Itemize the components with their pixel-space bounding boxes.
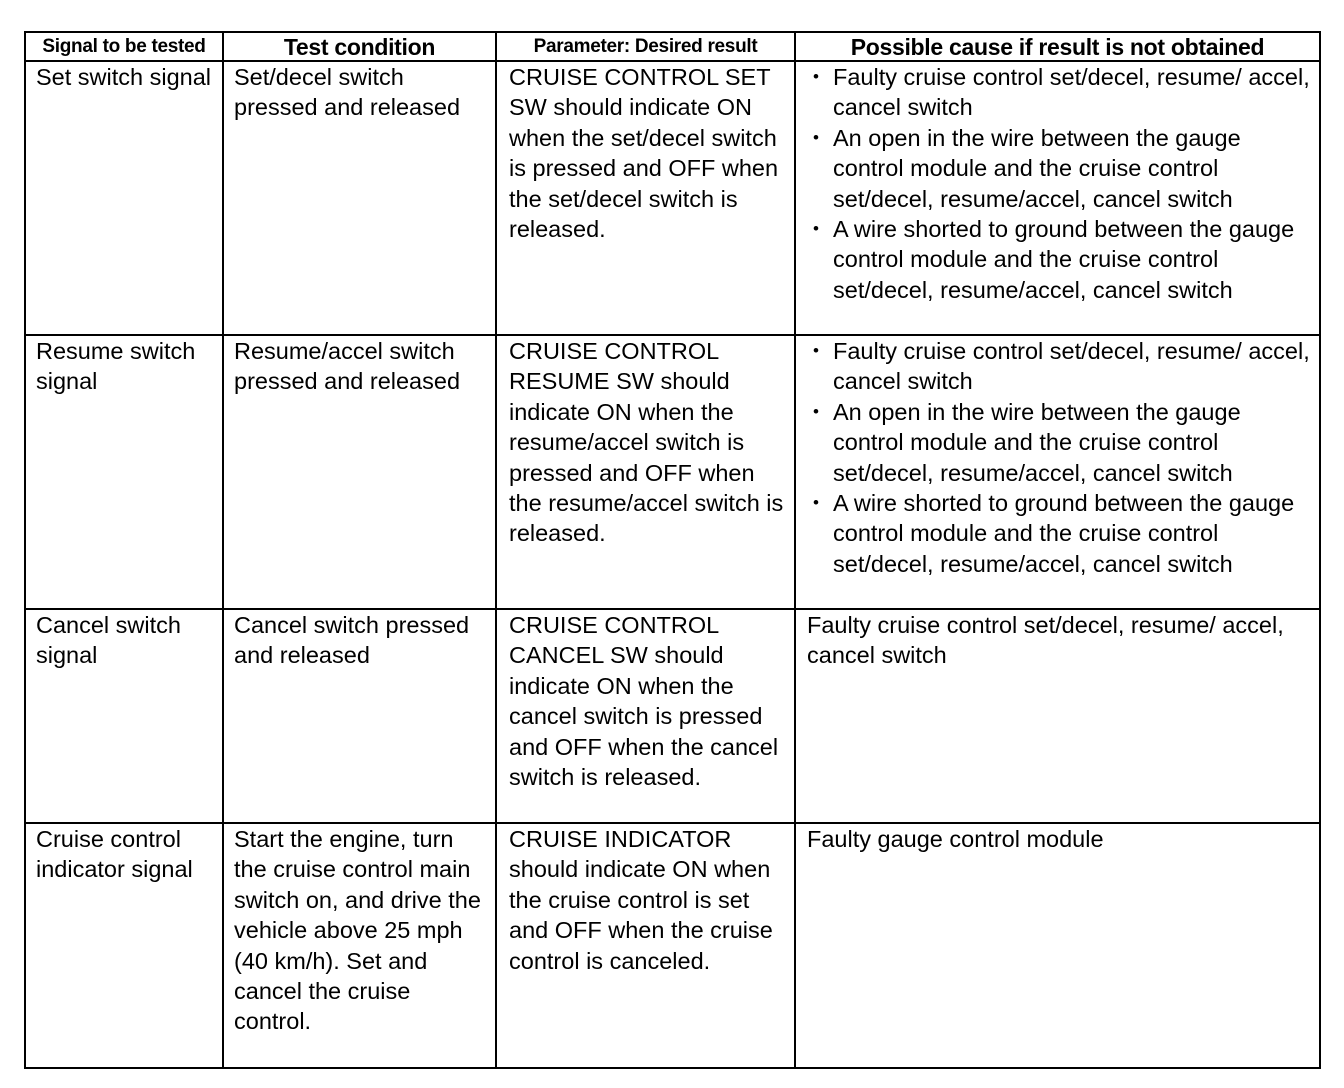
table-row xyxy=(25,335,1320,609)
cell-parameter xyxy=(496,61,795,335)
table-header-row xyxy=(25,32,1320,61)
test-condition-text: Start the engine, turn the cruise control main switch on, and drive the vehicle above 25 mph (40 km/h). Set and cancel the cruise control. xyxy=(234,826,481,1035)
cell-test-condition xyxy=(223,609,496,823)
cause-item: • A wire shorted to ground between the gauge control module and the cruise control set/decel, resume/accel, cancel switch xyxy=(807,214,1315,305)
cause-list xyxy=(807,336,1315,579)
cell-test-condition xyxy=(223,823,496,1068)
cause-item: • A wire shorted to ground between the gauge control module and the cruise control set/decel, resume/accel, cancel switch xyxy=(807,488,1315,579)
header-possible-cause: Possible cause if result is not obtained xyxy=(795,32,1320,61)
table-row xyxy=(25,609,1320,823)
cell-test-condition xyxy=(223,61,496,335)
test-condition-text: Resume/accel switch pressed and released xyxy=(234,338,461,395)
parameter-text: CRUISE CONTROL CANCEL SW should indicate ON when the cancel switch is pressed and OFF when the cancel switch is released. xyxy=(509,612,779,791)
cell-possible-cause xyxy=(795,61,1320,335)
cell-parameter xyxy=(496,823,795,1068)
cell-signal xyxy=(25,335,223,609)
cause-text: Faulty cruise control set/decel, resume/ accel, cancel switch xyxy=(807,612,1284,669)
cell-parameter xyxy=(496,335,795,609)
cell-signal xyxy=(25,61,223,335)
cell-signal xyxy=(25,823,223,1068)
signal-text: Set switch signal xyxy=(36,64,212,90)
cell-possible-cause xyxy=(795,823,1320,1068)
diagnostic-table xyxy=(24,31,1321,1069)
signal-text: Cruise control indicator signal xyxy=(36,826,193,883)
parameter-text: CRUISE INDICATOR should indicate ON when the cruise control is set and OFF when the cruise control is canceled. xyxy=(509,826,773,974)
cause-item: • Faulty cruise control set/decel, resume/ accel, cancel switch xyxy=(807,62,1315,123)
cell-parameter xyxy=(496,609,795,823)
cell-test-condition xyxy=(223,335,496,609)
header-signal: Signal to be tested xyxy=(25,32,223,61)
cause-item: • Faulty cruise control set/decel, resume/ accel, cancel switch xyxy=(807,336,1315,397)
signal-text: Cancel switch signal xyxy=(36,612,181,669)
table-row xyxy=(25,823,1320,1068)
header-test-condition: Test condition xyxy=(223,32,496,61)
test-condition-text: Set/decel switch pressed and released xyxy=(234,64,461,121)
parameter-text: CRUISE CONTROL RESUME SW should indicate ON when the resume/accel switch is pressed and OFF when the resume/accel switch is released. xyxy=(509,338,784,547)
signal-text: Resume switch signal xyxy=(36,338,196,395)
cause-text: Faulty gauge control module xyxy=(807,826,1104,852)
cell-signal xyxy=(25,609,223,823)
cause-item: • An open in the wire between the gauge control module and the cruise control set/decel, resume/accel, cancel switch xyxy=(807,397,1315,488)
cause-list xyxy=(807,62,1315,305)
cause-item: • An open in the wire between the gauge control module and the cruise control set/decel, resume/accel, cancel switch xyxy=(807,123,1315,214)
test-condition-text: Cancel switch pressed and released xyxy=(234,612,470,669)
cell-possible-cause xyxy=(795,609,1320,823)
header-parameter: Parameter: Desired result xyxy=(496,32,795,61)
table-row xyxy=(25,61,1320,335)
parameter-text: CRUISE CONTROL SET SW should indicate ON when the set/decel switch is pressed and OFF when the set/decel switch is released. xyxy=(509,64,779,243)
cell-possible-cause xyxy=(795,335,1320,609)
